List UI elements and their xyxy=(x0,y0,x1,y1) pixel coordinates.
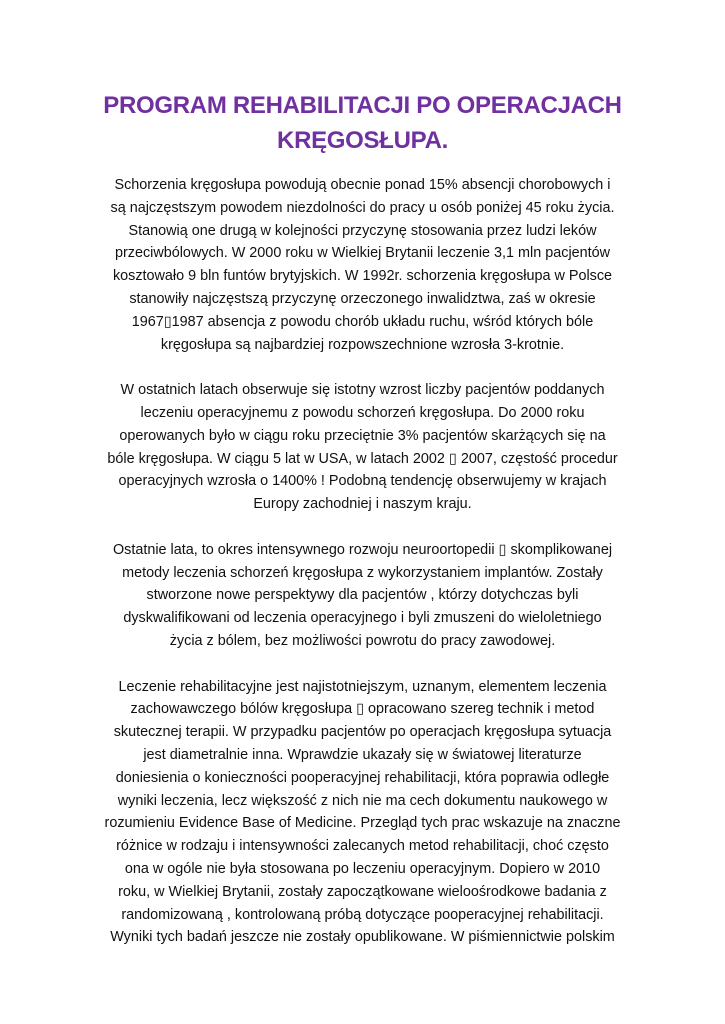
text-line: metody leczenia schorzeń kręgosłupa z wykorzystaniem implantów. Zostały xyxy=(122,564,603,581)
page-title xyxy=(60,88,665,158)
text-line: skutecznej terapii. W przypadku pacjentów po operacjach kręgosłupa sytuacja xyxy=(113,724,612,741)
text-line: roku, w Wielkiej Brytanii, zostały zapoczątkowane wieloośrodkowe badania z xyxy=(118,883,607,900)
text-line: różnice w rodzaju i intensywności zalecanych metod rehabilitacji, choć często xyxy=(116,838,609,855)
text-line: kręgosłupa są najbardziej rozpowszechnione wzrosła 3-krotnie. xyxy=(160,336,565,353)
text-line: Ostatnie lata, to okres intensywnego rozwoju neuroortopedii ▯ skomplikowanej xyxy=(112,541,613,558)
text-line: stworzone nowe perspektywy dla pacjentów , którzy dotychczas byli xyxy=(146,587,579,604)
text-line: operacyjnych wzrosła o 1400% ! Podobną tendencję obserwujemy w krajach xyxy=(118,473,607,490)
text-line: Wyniki tych badań jeszcze nie zostały opublikowane. W piśmiennictwie polskim xyxy=(110,929,615,946)
text-line: leczeniu operacyjnemu z powodu schorzeń kręgosłupa. Do 2000 roku xyxy=(140,404,585,421)
text-line: życia z bólem, bez możliwości powrotu do pracy zawodowej. xyxy=(169,632,556,649)
title-line: PROGRAM REHABILITACJI PO OPERACJACH xyxy=(103,92,622,119)
text-line: stanowiły najczęstszą przyczynę orzeczonego inwalidztwa, zaś w okresie xyxy=(129,290,596,307)
text-line: Schorzenia kręgosłupa powodują obecnie ponad 15% absencji chorobowych i xyxy=(114,177,611,193)
text-line: jest diametralnie inna. Wprawdzie ukazały się w światowej literaturze xyxy=(143,746,582,763)
title-line: KRĘGOSŁUPA. xyxy=(277,127,448,154)
paragraph xyxy=(82,174,643,356)
paragraph xyxy=(82,539,643,653)
text-line: 1967▯1987 absencja z powodu chorób układu ruchu, wśród których bóle xyxy=(131,313,594,330)
paragraph xyxy=(82,379,643,516)
text-line: operowanych było w ciągu roku przeciętnie 3% pacjentów skarżących się na xyxy=(119,427,606,444)
text-line: doniesienia o konieczności pooperacyjnej rehabilitacji, która poprawia odległe xyxy=(115,769,610,786)
text-line: ona w ogóle nie była stosowana po leczeniu operacyjnym. Dopiero w 2010 xyxy=(124,860,601,877)
text-line: rozumieniu Evidence Base of Medicine. Przegląd tych prac wskazuje na znaczne xyxy=(104,815,621,832)
text-line: dyskwalifikowani od leczenia operacyjnego i byli zmuszeni do wieloletniego xyxy=(123,610,602,627)
text-line: Stanowią one drugą w kolejności przyczynę stosowania przez ludzi leków xyxy=(128,222,597,239)
text-line: przeciwbólowych. W 2000 roku w Wielkiej Brytanii leczenie 3,1 mln pacjentów xyxy=(114,245,611,262)
document-body xyxy=(82,174,643,949)
text-line: bóle kręgosłupa. W ciągu 5 lat w USA, w latach 2002 ▯ 2007, częstość procedur xyxy=(107,450,618,467)
text-line: Leczenie rehabilitacyjne jest najistotniejszym, uznanym, elementem leczenia xyxy=(118,678,607,695)
text-line: wyniki leczenia, lecz większość z nich nie ma cech dokumentu naukowego w xyxy=(117,792,608,809)
paragraph xyxy=(82,676,643,950)
text-line: W ostatnich latach obserwuje się istotny wzrost liczby pacjentów poddanych xyxy=(120,382,605,399)
text-line: zachowawczego bólów kręgosłupa ▯ opracowano szereg technik i metod xyxy=(130,701,595,718)
text-line: kosztowało 9 bln funtów brytyjskich. W 1992r. schorzenia kręgosłupa w Polsce xyxy=(112,268,613,285)
text-line: randomizowaną , kontrolowaną próbą dotyczące pooperacyjnej rehabilitacji. xyxy=(121,906,604,923)
text-line: Europy zachodniej i naszym kraju. xyxy=(253,496,472,513)
text-line: są najczęstszym powodem niezdolności do pracy u osób poniżej 45 roku życia. xyxy=(110,199,615,216)
